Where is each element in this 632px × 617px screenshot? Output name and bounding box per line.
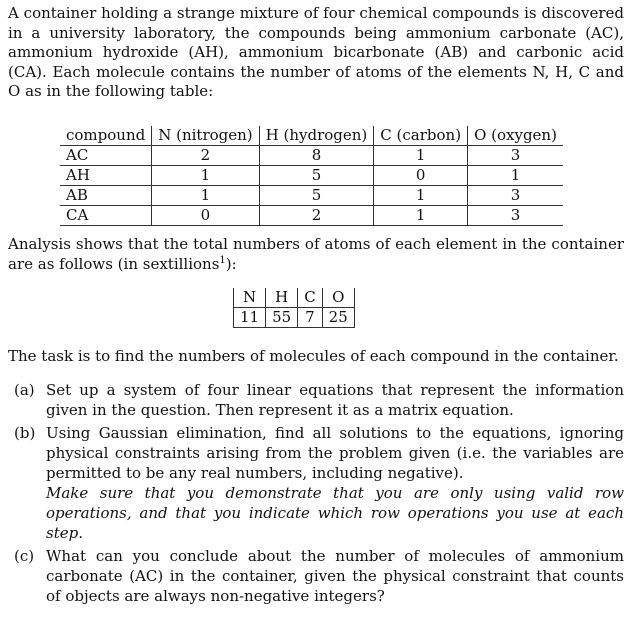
part-label: (c) [14,546,35,565]
compound-table-header: compound [60,126,152,146]
element-header: C [298,288,322,308]
compound-table-header-row [60,126,563,146]
atom-count-cell: 0 [152,205,259,225]
part-note: Make sure that you demonstrate that you are only using valid row operations, and that you indicate which row operations you use at each step. [46,483,624,542]
footnote-mark: 1 [219,254,226,266]
compound-table-header: O (oxygen) [468,126,563,146]
part-text: What can you conclude about the number of molecules of ammonium carbonate (AC) in the container, given the physical constraint that counts of objects are always non-negative integers? [46,546,624,605]
compound-name-cell: AH [60,165,152,185]
element-header: O [322,288,354,308]
compound-name-cell: AB [60,185,152,205]
totals-table [233,288,355,328]
atom-count-cell: 5 [259,165,374,185]
element-total-cell: 7 [298,307,322,327]
analysis-paragraph [8,234,624,274]
compound-table [60,126,563,226]
atom-count-cell: 2 [152,145,259,165]
atom-count-cell: 1 [374,145,468,165]
element-total-cell: 25 [322,307,354,327]
atom-count-cell: 1 [152,165,259,185]
compound-table-row [60,205,563,225]
compound-table-header: H (hydrogen) [259,126,374,146]
totals-table-container [233,288,624,328]
part-text: Using Gaussian elimination, find all solutions to the equations, ignoring physical constraints arising from the problem given (i.e. the variables are permitted to be any real numbers, including negative). [46,423,624,482]
compound-table-row [60,185,563,205]
compound-table-header: N (nitrogen) [152,126,259,146]
atom-count-cell: 1 [374,205,468,225]
compound-table-row [60,145,563,165]
compound-table-row [60,165,563,185]
element-total-cell: 11 [234,307,266,327]
part-label: (b) [14,423,36,442]
totals-value-row [234,307,355,327]
atom-count-cell: 3 [468,145,563,165]
part-text: Set up a system of four linear equations that represent the information given in the question. Then represent it as a matrix equation. [46,380,624,419]
analysis-suffix: ): [225,254,237,273]
compound-table-container [60,126,624,226]
totals-header-row [234,288,355,308]
analysis-text: Analysis shows that the total numbers of atoms of each element in the container are as follows (in sextillions [8,234,624,273]
atom-count-cell: 1 [152,185,259,205]
element-total-cell: 55 [266,307,298,327]
question-part-b [8,423,624,543]
atom-count-cell: 2 [259,205,374,225]
task-statement: The task is to find the numbers of molecules of each compound in the container. [8,346,619,365]
intro-paragraph: A container holding a strange mixture of four chemical compounds is discovered in a university laboratory, the compounds being ammonium carbonate (AC), ammonium hydroxide (AH), ammonium bicarbonate (AB) and carbonic acid (CA). Each molecule contains the number of atoms of the elements N, H, C and O as in the following table: [8,4,624,100]
question-part-a [8,380,624,420]
atom-count-cell: 5 [259,185,374,205]
atom-count-cell: 3 [468,205,563,225]
atom-count-cell: 0 [374,165,468,185]
compound-table-header: C (carbon) [374,126,468,146]
element-header: N [234,288,266,308]
compound-name-cell: AC [60,145,152,165]
atom-count-cell: 8 [259,145,374,165]
element-header: H [266,288,298,308]
question-part-c [8,546,624,606]
atom-count-cell: 1 [468,165,563,185]
atom-count-cell: 3 [468,185,563,205]
question-parts-list [8,380,624,606]
compound-name-cell: CA [60,205,152,225]
part-label: (a) [14,380,35,399]
atom-count-cell: 1 [374,185,468,205]
